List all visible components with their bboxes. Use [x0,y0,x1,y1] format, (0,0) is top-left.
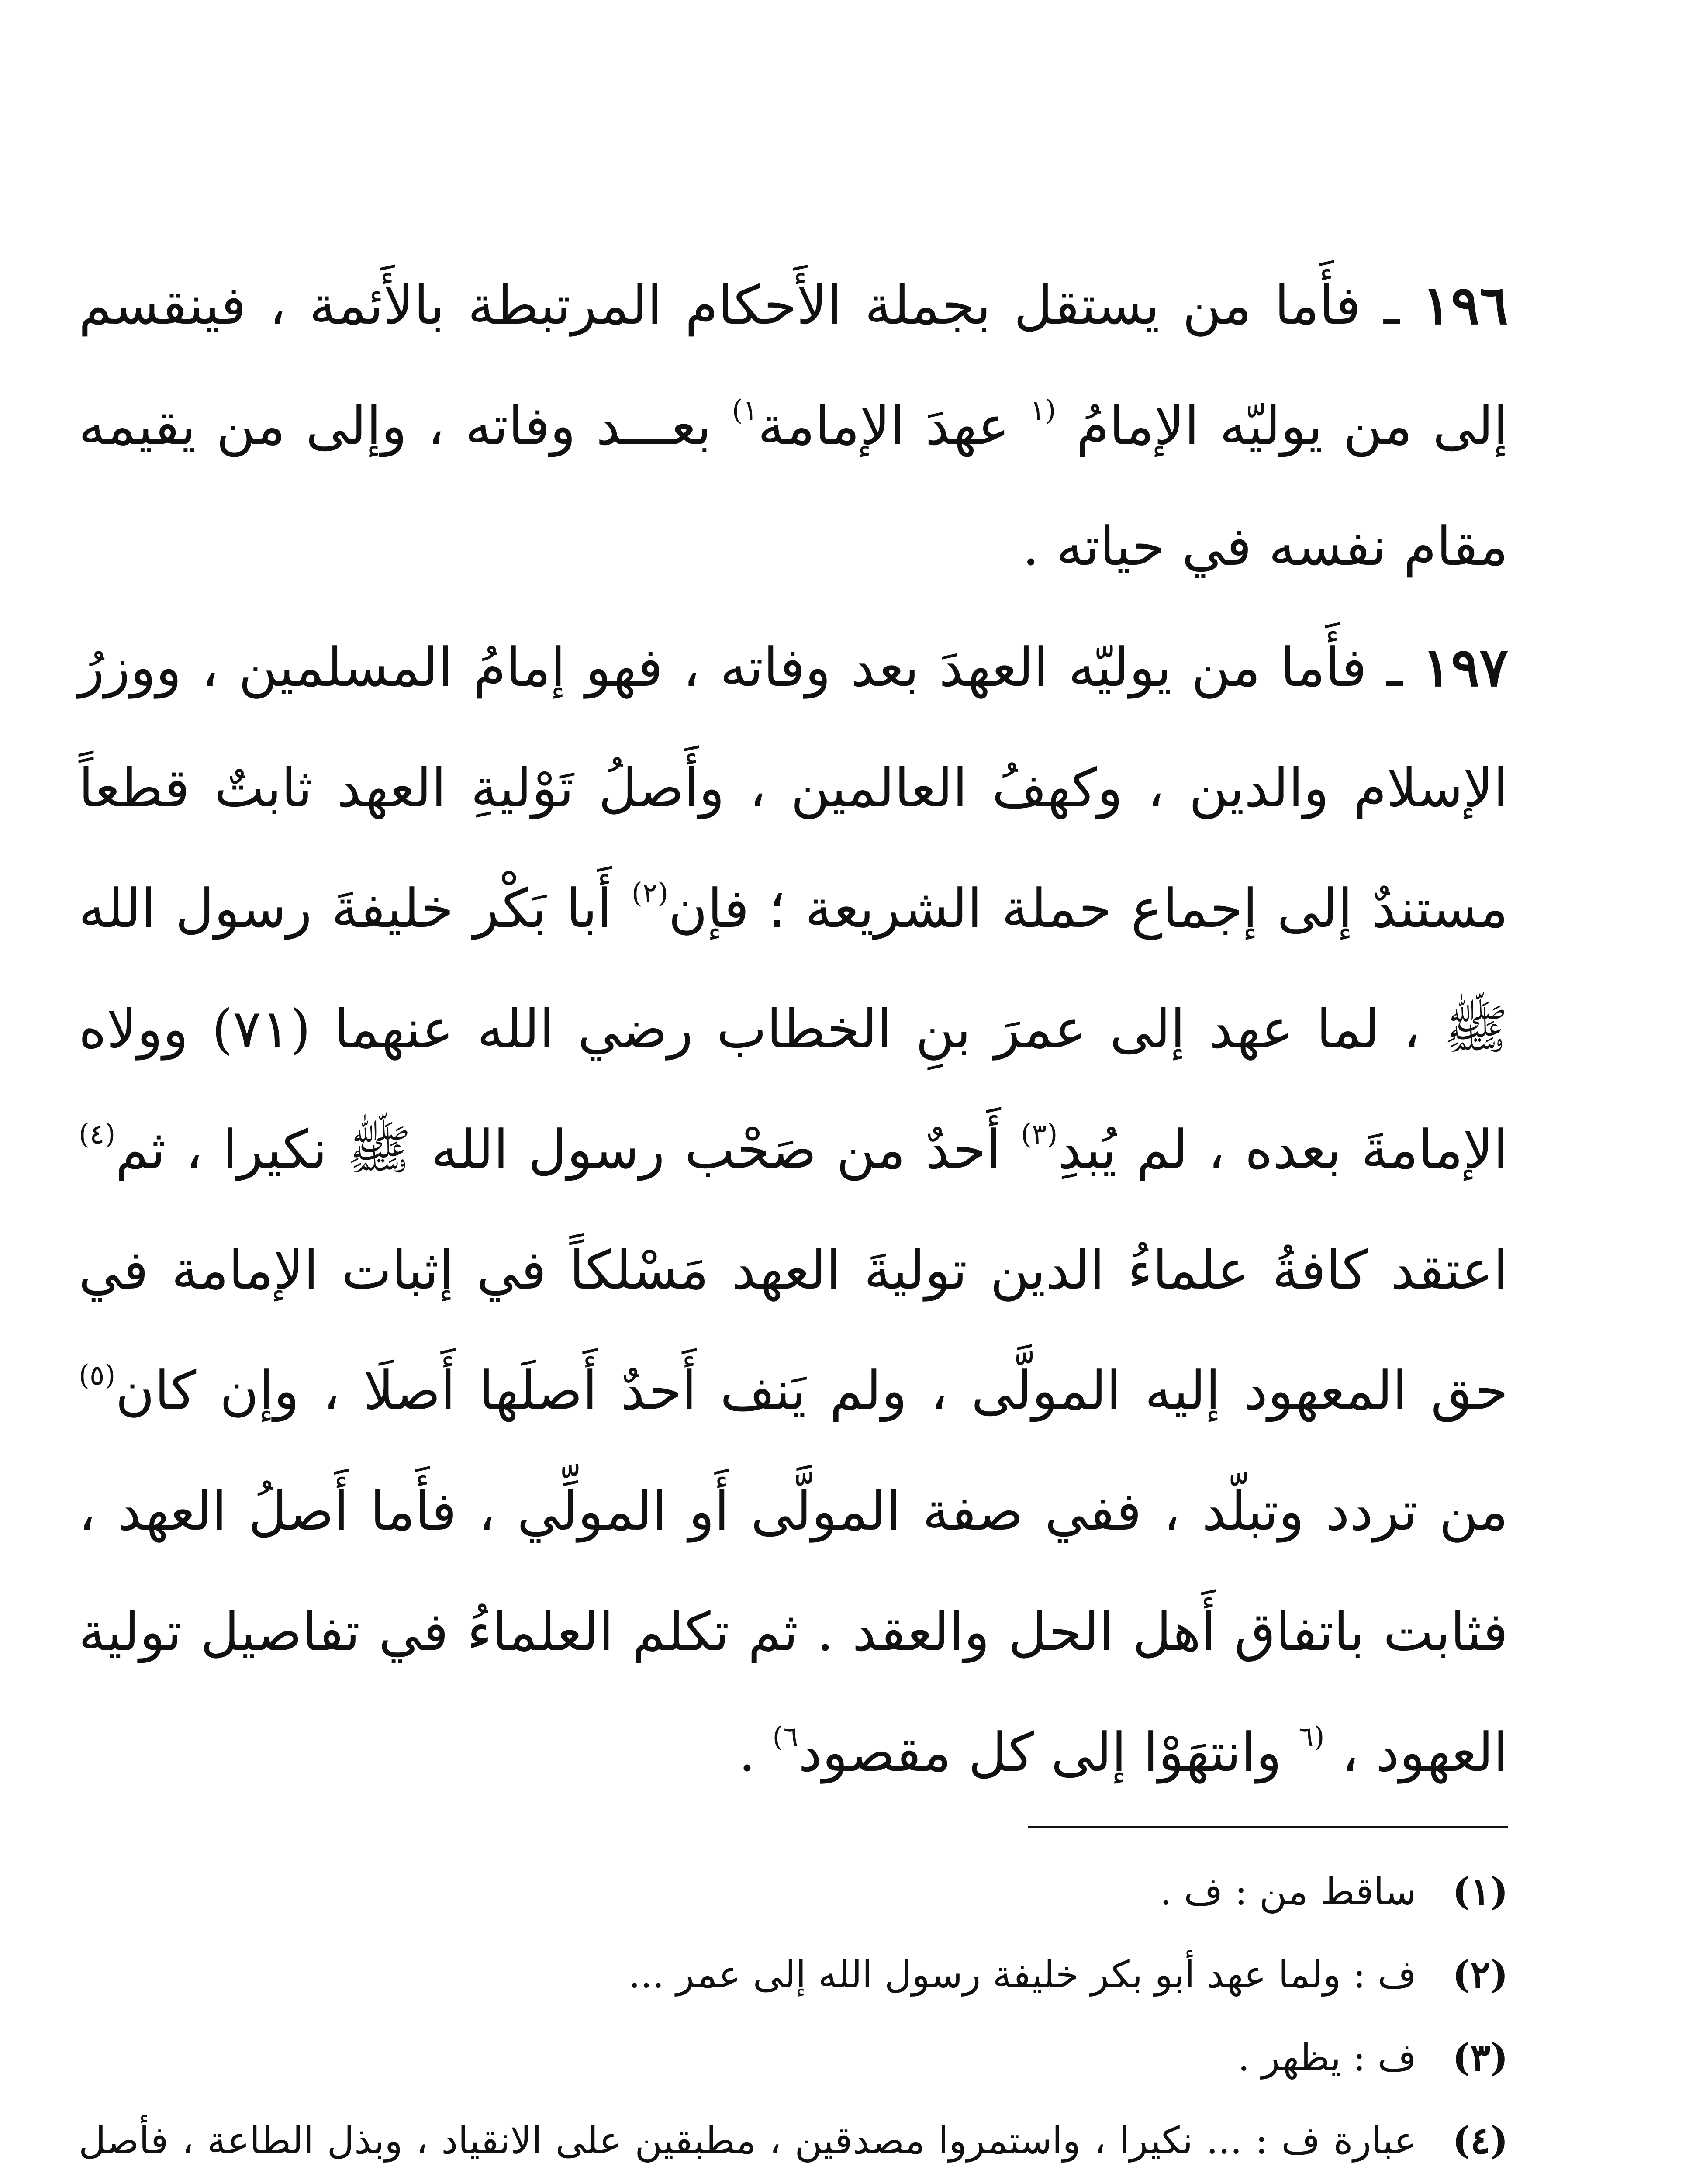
footnote-ref-3: (٣) [1021,1118,1058,1151]
paragraph-196 [79,245,1508,607]
footnote-ref-5: (٥) [79,1359,116,1392]
footnote-number: (٣) [1452,2035,1508,2080]
footnote-text: ف : يظهر . [1237,2036,1416,2080]
paragraph-number: ١٩٦ [1422,273,1508,336]
footnote-3 [79,2016,1508,2099]
footnote-text: ف : ولما عهد أبو بكر خليفة رسول الله إلى عمر ... [628,1953,1416,1997]
paragraph-197 [79,607,1508,1813]
text-segment: بعـــد وفاته ، وإلى من يقيمه مقام نفسه في حياته . [79,395,1508,577]
text-segment: اعتقد كافةُ علماءُ الدين توليةَ العهد مَسْلكاً في إثبات الإمامة في حق المعهود إليه المولَّى ، ولم يَنف أَحدٌ أَصلَها أَصلَا ، وإن كان [79,1239,1508,1422]
paragraph-number: ١٩٧ [1422,636,1508,698]
footnote-text: عبارة ف : ... نكيرا ، واستمروا مصدقين ، مطبقين على الانقياد ، وبذل الطاعة ، فأصل [79,2119,1416,2163]
text-segment: . [738,1721,773,1783]
footnote-divider [1028,1826,1508,1828]
text-segment: ـ فأَما من يوليّه العهدَ بعد وفاته ، فهو إمامُ المسلمين ، ووزرُ الإسلام والدين ، وكهفُ العالمين ، وأَصلُ تَوْليةِ العهد ثابتٌ قطعاً مستندٌ إلى إجماع حملة الشريعة ؛ فإن [79,636,1508,940]
text-segment: عهدَ الإمامة [757,395,1030,457]
footnote-number: (٤) [1452,2118,1508,2163]
footnote-number: (١) [1452,1870,1508,1914]
text-segment: من تردد وتبلّد ، ففي صفة المولَّى أَو المولِّي ، فأَما أَصلُ العهد ، فثابت باتفاق أَهل الحل والعقد . ثم تكلم العلماءُ في تفاصيل تولية العهود ، [79,1480,1509,1783]
footnote-2 [79,1933,1508,2016]
text-segment: وانتهَوْا إلى كل مقصود [798,1721,1299,1783]
footnotes-list [79,1850,1508,2184]
footnote-ref-6-close: ٦) [772,1721,798,1753]
footnote-1 [79,1850,1508,1933]
footnote-4 [79,2099,1508,2184]
text-segment: أَحدٌ من صَحْب رسول الله ﷺ نكيرا ، ثم [115,1119,1021,1181]
footnote-number: (٢) [1452,1952,1508,1997]
footnote-ref-6-open: (٦ [1299,1721,1325,1753]
footnote-ref-1-close: ١) [732,394,758,427]
text-segment: أَبا بَكْر خليفةَ رسول الله ﷺ ، لما عهد إلى عمرَ بنِ الخطاب رضي الله عنهما (٧١) وولاه الإمامةَ بعده ، لم يُبدِ [79,878,1508,1181]
footnote-ref-4: (٤) [79,1118,116,1151]
footnote-ref-1-open: (١ [1030,394,1056,427]
main-text [79,245,1508,1813]
text-segment: ـ فأَما من يستقل بجملة الأَحكام المرتبطة بالأَئمة ، فينقسم إلى من يوليّه الإمامُ [79,274,1509,457]
footnote-text: ساقط من : ف . [1160,1870,1416,1914]
footnote-ref-2: (٢) [631,877,669,909]
